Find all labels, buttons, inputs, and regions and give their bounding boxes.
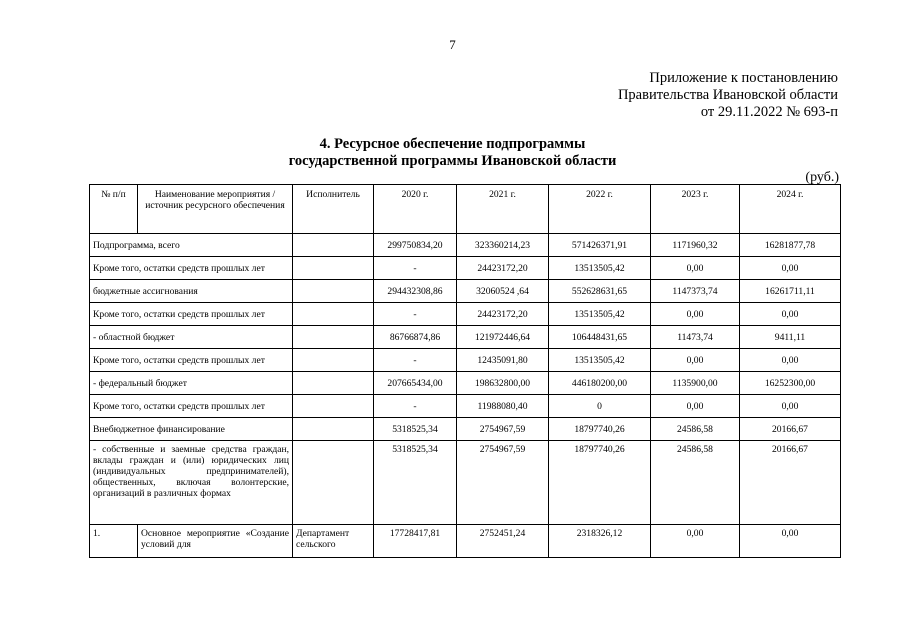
- row-executor: [293, 234, 374, 257]
- value-2023: 0,00: [651, 349, 740, 372]
- header-2022: 2022 г.: [549, 185, 651, 234]
- table-header-row: [90, 185, 841, 234]
- table-row: [90, 349, 841, 372]
- row-name: Подпрограмма, всего: [90, 234, 293, 257]
- value-2021: 32060524 ,64: [457, 280, 549, 303]
- value-2022: 571426371,91: [549, 234, 651, 257]
- value-2023: 0,00: [651, 303, 740, 326]
- row-executor: [293, 372, 374, 395]
- row-name: Основное мероприятие «Создание условий для: [138, 525, 293, 558]
- row-name: - собственные и заемные средства граждан, вклады граждан и (или) юридических лиц (индивидуальных предпринимателей), общественных, включая волонтерские, организаций в различных формах: [90, 441, 293, 525]
- header-2020: 2020 г.: [374, 185, 457, 234]
- value-2023: 11473,74: [651, 326, 740, 349]
- value-2023: 0,00: [651, 525, 740, 558]
- title-line-1: 4. Ресурсное обеспечение подпрограммы: [319, 136, 586, 152]
- value-2020: -: [374, 303, 457, 326]
- section-title: [0, 136, 905, 170]
- value-2020: -: [374, 257, 457, 280]
- row-executor: [293, 326, 374, 349]
- header-name: Наименование мероприятия / источник ресурсного обеспечения: [138, 185, 293, 234]
- value-2021: 12435091,80: [457, 349, 549, 372]
- value-2020: 207665434,00: [374, 372, 457, 395]
- value-2022: 13513505,42: [549, 257, 651, 280]
- value-2023: 0,00: [651, 257, 740, 280]
- value-2024: 0,00: [740, 525, 841, 558]
- value-2024: 0,00: [740, 303, 841, 326]
- row-executor: [293, 257, 374, 280]
- table-row: [90, 418, 841, 441]
- header-number: № п/п: [90, 185, 138, 234]
- row-name: Внебюджетное финансирование: [90, 418, 293, 441]
- value-2020: -: [374, 395, 457, 418]
- table-row: [90, 525, 841, 558]
- row-name: Кроме того, остатки средств прошлых лет: [90, 395, 293, 418]
- appendix-line-3: от 29.11.2022 № 693-п: [700, 104, 838, 120]
- value-2023: 1135900,00: [651, 372, 740, 395]
- value-2023: 24586,58: [651, 441, 740, 525]
- value-2021: 2754967,59: [457, 418, 549, 441]
- header-2021: 2021 г.: [457, 185, 549, 234]
- table-row: [90, 372, 841, 395]
- value-2022: 13513505,42: [549, 303, 651, 326]
- value-2020: 86766874,86: [374, 326, 457, 349]
- value-2021: 198632800,00: [457, 372, 549, 395]
- row-executor: [293, 441, 374, 525]
- value-2024: 0,00: [740, 349, 841, 372]
- appendix-line-1: Приложение к постановлению: [649, 70, 838, 86]
- value-2020: -: [374, 349, 457, 372]
- row-executor: [293, 349, 374, 372]
- value-2021: 24423172,20: [457, 257, 549, 280]
- value-2022: 0: [549, 395, 651, 418]
- value-2022: 552628631,65: [549, 280, 651, 303]
- value-2022: 2318326,12: [549, 525, 651, 558]
- value-2024: 0,00: [740, 395, 841, 418]
- title-line-2: государственной программы Ивановской области: [288, 153, 617, 169]
- value-2023: 0,00: [651, 395, 740, 418]
- header-2024: 2024 г.: [740, 185, 841, 234]
- appendix-line-2: Правительства Ивановской области: [617, 87, 838, 103]
- row-name: - федеральный бюджет: [90, 372, 293, 395]
- value-2024: 16252300,00: [740, 372, 841, 395]
- row-name: бюджетные ассигнования: [90, 280, 293, 303]
- header-2023: 2023 г.: [651, 185, 740, 234]
- value-2021: 2754967,59: [457, 441, 549, 525]
- value-2024: 0,00: [740, 257, 841, 280]
- row-name: Кроме того, остатки средств прошлых лет: [90, 349, 293, 372]
- row-name: - областной бюджет: [90, 326, 293, 349]
- budget-table: [89, 184, 841, 558]
- value-2024: 16281877,78: [740, 234, 841, 257]
- table-row: [90, 326, 841, 349]
- value-2021: 323360214,23: [457, 234, 549, 257]
- value-2023: 1171960,32: [651, 234, 740, 257]
- value-2023: 1147373,74: [651, 280, 740, 303]
- value-2020: 5318525,34: [374, 418, 457, 441]
- value-2020: 5318525,34: [374, 441, 457, 525]
- table-row: [90, 303, 841, 326]
- row-executor: [293, 418, 374, 441]
- value-2021: 121972446,64: [457, 326, 549, 349]
- value-2022: 13513505,42: [549, 349, 651, 372]
- row-executor: [293, 303, 374, 326]
- value-2021: 24423172,20: [457, 303, 549, 326]
- table-row: [90, 234, 841, 257]
- header-executor: Исполнитель: [293, 185, 374, 234]
- row-executor: [293, 395, 374, 418]
- table-row: [90, 395, 841, 418]
- value-2021: 2752451,24: [457, 525, 549, 558]
- appendix-block: [618, 70, 838, 121]
- value-2024: 20166,67: [740, 441, 841, 525]
- row-executor: Департамент сельского: [293, 525, 374, 558]
- row-executor: [293, 280, 374, 303]
- value-2022: 446180200,00: [549, 372, 651, 395]
- currency-unit: (руб.): [805, 170, 839, 185]
- value-2020: 17728417,81: [374, 525, 457, 558]
- value-2022: 106448431,65: [549, 326, 651, 349]
- value-2024: 20166,67: [740, 418, 841, 441]
- value-2024: 16261711,11: [740, 280, 841, 303]
- row-name: Кроме того, остатки средств прошлых лет: [90, 303, 293, 326]
- value-2022: 18797740,26: [549, 418, 651, 441]
- value-2020: 299750834,20: [374, 234, 457, 257]
- value-2023: 24586,58: [651, 418, 740, 441]
- table-row: [90, 441, 841, 525]
- value-2022: 18797740,26: [549, 441, 651, 525]
- value-2021: 11988080,40: [457, 395, 549, 418]
- value-2020: 294432308,86: [374, 280, 457, 303]
- value-2024: 9411,11: [740, 326, 841, 349]
- table-row: [90, 257, 841, 280]
- page-number: 7: [449, 37, 456, 52]
- row-number: 1.: [90, 525, 138, 558]
- table-row: [90, 280, 841, 303]
- row-name: Кроме того, остатки средств прошлых лет: [90, 257, 293, 280]
